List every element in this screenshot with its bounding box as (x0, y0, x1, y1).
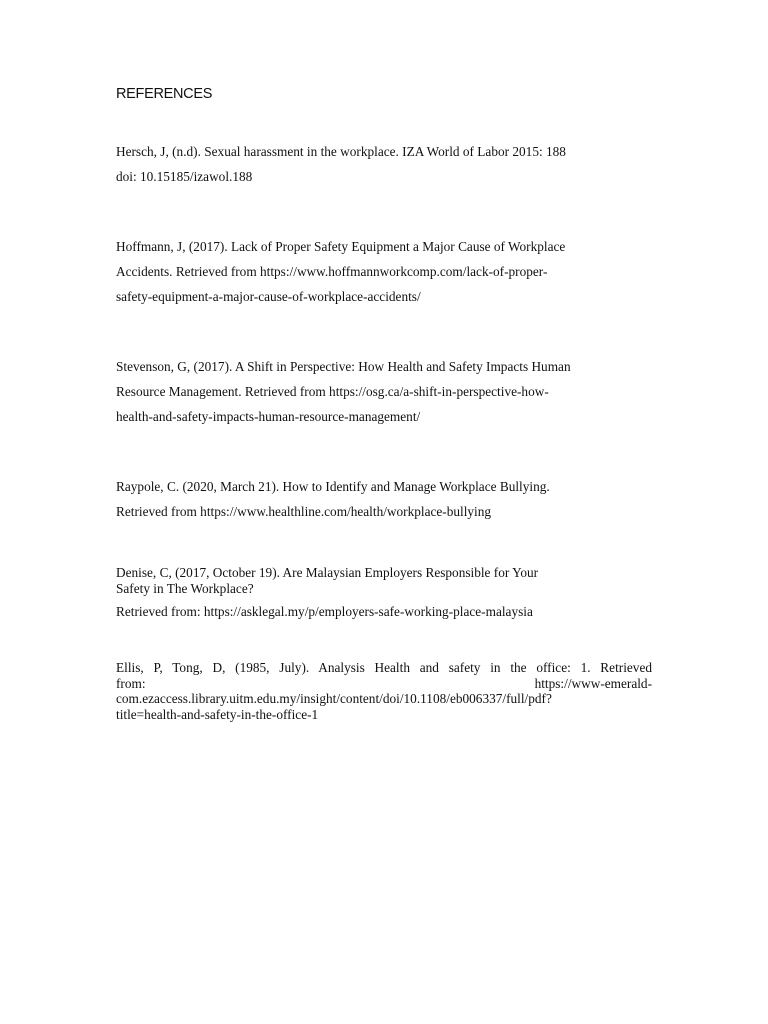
reference-entry-raypole (116, 474, 652, 524)
reference-line: Retrieved from: https://asklegal.my/p/employers-safe-working-place-malaysia (116, 604, 533, 619)
reference-line: title=health-and-safety-in-the-office-1 (116, 706, 319, 722)
reference-line: safety-equipment-a-major-cause-of-workplace-accidents/ (116, 289, 421, 304)
reference-line: doi: 10.15185/izawol.188 (116, 169, 253, 184)
reference-entry-hersch (116, 139, 652, 189)
reference-line: from: https://www-emerald- (116, 675, 652, 691)
reference-line: Raypole, C. (2020, March 21). How to Identify and Manage Workplace Bullying. (116, 479, 550, 494)
reference-line: Hoffmann, J, (2017). Lack of Proper Safety Equipment a Major Cause of Workplace (116, 239, 566, 254)
references-heading: REFERENCES (116, 86, 213, 102)
reference-line: Hersch, J, (n.d). Sexual harassment in the workplace. IZA World of Labor 2015: 188 (116, 144, 566, 159)
line-spacer (116, 596, 652, 604)
reference-entry-hoffmann (116, 234, 652, 309)
reference-line: com.ezaccess.library.uitm.edu.my/insight/content/doi/10.1108/eb006337/full/pdf? (116, 691, 552, 706)
reference-line: Resource Management. Retrieved from https://osg.ca/a-shift-in-perspective-how- (116, 384, 549, 399)
reference-entry-stevenson (116, 354, 652, 429)
reference-line: Safety in The Workplace? (116, 580, 254, 596)
reference-entry-denise (116, 565, 652, 620)
reference-line: Denise, C, (2017, October 19). Are Malaysian Employers Responsible for Your (116, 565, 539, 580)
reference-entry-ellis (116, 660, 652, 722)
reference-line: health-and-safety-impacts-human-resource-management/ (116, 409, 421, 424)
reference-line: Retrieved from https://www.healthline.com/health/workplace-bullying (116, 504, 492, 519)
reference-line: Stevenson, G, (2017). A Shift in Perspective: How Health and Safety Impacts Human (116, 359, 571, 374)
reference-line: Accidents. Retrieved from https://www.hoffmannworkcomp.com/lack-of-proper- (116, 264, 548, 279)
reference-line: Ellis, P, Tong, D, (1985, July). Analysis Health and safety in the office: 1. Retrieved (116, 660, 652, 675)
